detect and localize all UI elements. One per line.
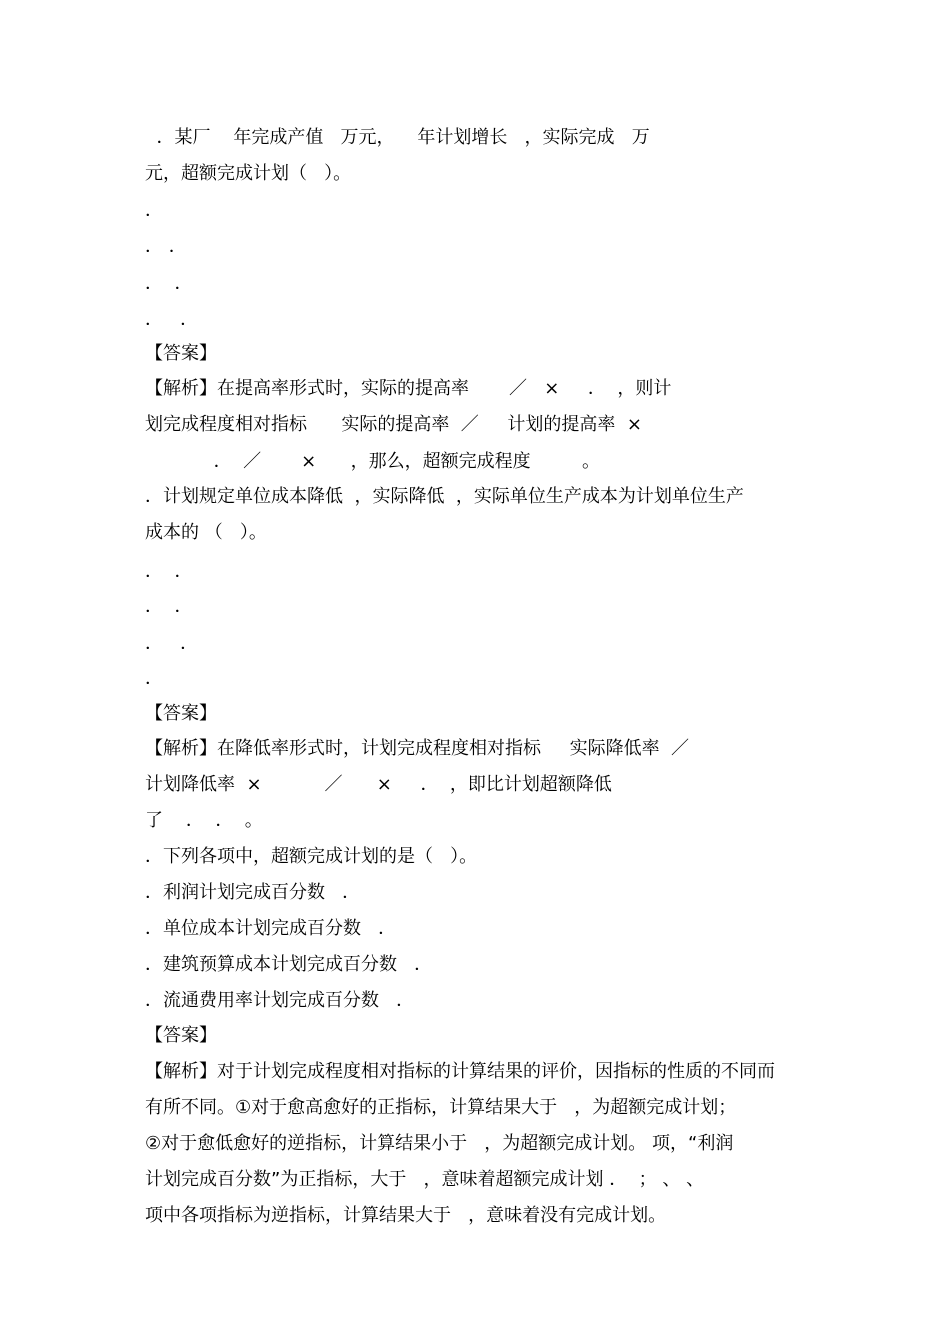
- answer-heading: 【答案】: [145, 703, 217, 724]
- explanation-line: 【解析】在提高率形式时，实际的提高率 ／ × ． ，则计: [145, 378, 672, 399]
- option-line: ． ．: [145, 633, 199, 654]
- option-line: ．: [145, 668, 163, 689]
- explanation-line: 划完成程度相对指标 实际的提高率 ／ 计划的提高率 ×: [145, 414, 642, 435]
- option-line: ． ．: [145, 273, 193, 294]
- option-line: ． ．: [145, 561, 193, 582]
- option-line: ．流通费用率计划完成百分数 ．: [145, 990, 415, 1011]
- answer-heading: 【答案】: [145, 343, 217, 364]
- option-line: ． ．: [145, 236, 187, 257]
- option-line: ． ．: [145, 309, 199, 330]
- explanation-line: 了 ． ． 。: [145, 810, 263, 831]
- explanation-line: ． ／ × ，那么，超额完成程度 。: [145, 451, 601, 472]
- option-line: ．: [145, 200, 163, 221]
- text-line: ．计划规定单位成本降低 ，实际降低 ，实际单位生产成本为计划单位生产: [145, 486, 744, 507]
- answer-heading: 【答案】: [145, 1025, 217, 1046]
- explanation-line: 【解析】对于计划完成程度相对指标的计算结果的评价，因指标的性质的不同而: [145, 1061, 775, 1082]
- explanation-line: 计划完成百分数”为正指标，大于 ，意味着超额完成计划 ． ； 、 、: [145, 1169, 705, 1190]
- explanation-line: 有所不同。①对于愈高愈好的正指标，计算结果大于 ，为超额完成计划；: [145, 1097, 737, 1118]
- explanation-line: ②对于愈低愈好的逆指标，计算结果小于 ，为超额完成计划。 项，“利润: [145, 1133, 734, 1154]
- text-line: 成本的 （ ）。: [145, 522, 267, 543]
- option-line: ．单位成本计划完成百分数 ．: [145, 918, 397, 939]
- explanation-line: 【解析】在降低率形式时，计划完成程度相对指标 实际降低率 ／: [145, 738, 690, 759]
- text-line: 元，超额完成计划（ ）。: [145, 163, 352, 184]
- option-line: ．建筑预算成本计划完成百分数 ．: [145, 954, 433, 975]
- text-line: ．下列各项中，超额完成计划的是（ ）。: [145, 846, 478, 867]
- option-line: ． ．: [145, 596, 193, 617]
- explanation-line: 计划降低率 × ／ × ． ，即比计划超额降低: [145, 774, 612, 795]
- text-line: ．某厂 年完成产值 万元， 年计划增长 ，实际完成 万: [145, 127, 650, 148]
- option-line: ．利润计划完成百分数 ．: [145, 882, 361, 903]
- explanation-line: 项中各项指标为逆指标，计算结果大于 ，意味着没有完成计划。: [145, 1205, 667, 1226]
